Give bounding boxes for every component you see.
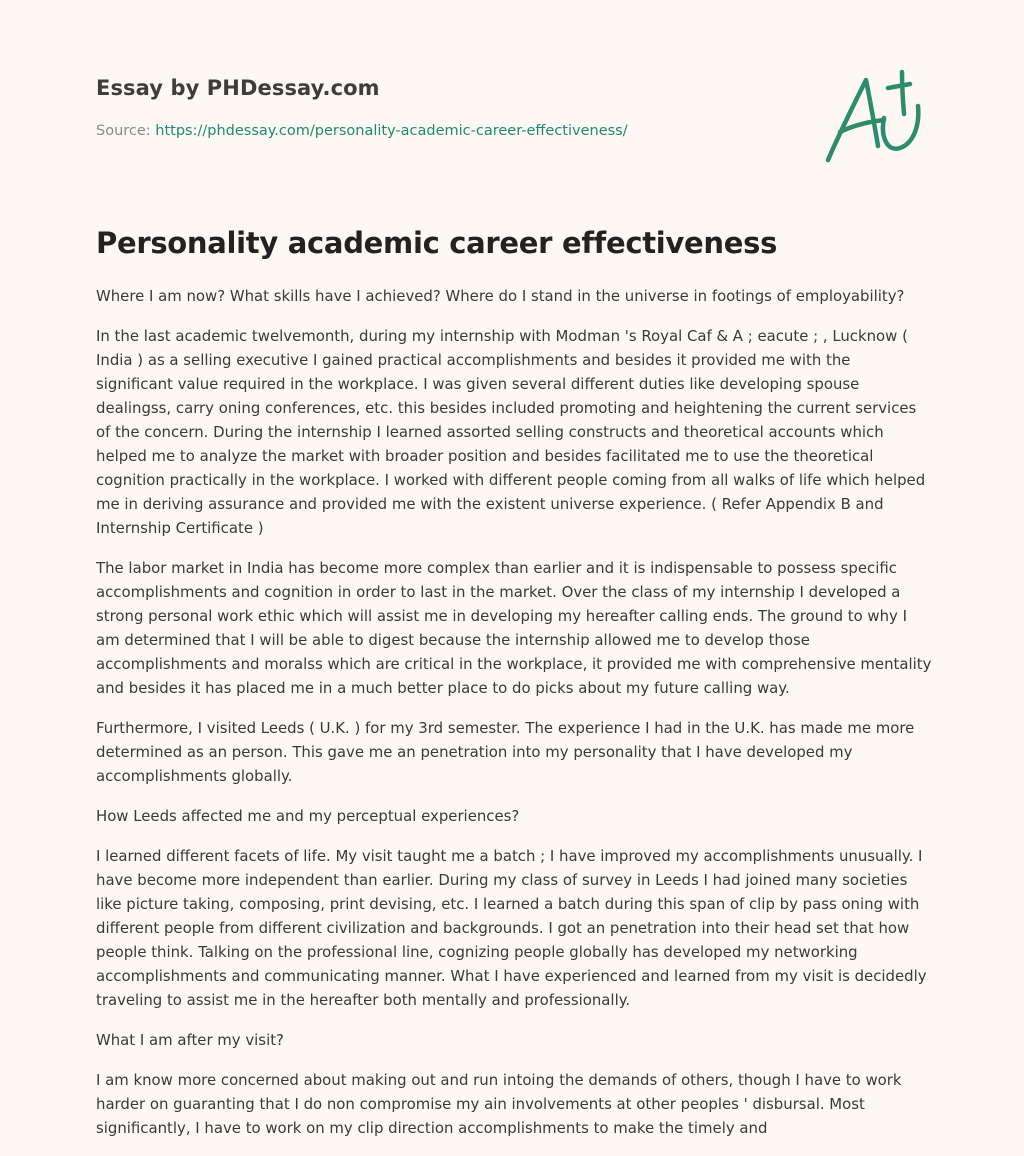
source-label: Source: bbox=[96, 123, 151, 139]
site-header bbox=[96, 76, 628, 139]
essay-paragraph: Where I am now? What skills have I achieved? Where do I stand in the universe in footings of employability? bbox=[96, 287, 905, 305]
essay-paragraph: I learned different facets of life. My visit taught me a batch ; I have improved my accomplishments unusually. I have become more independent than earlier. During my class of survey in Leeds I had joined many societies like picture taking, composing, print devising, etc. I learned a batch during this span of clip by pass oning with different people from different civilization and backgrounds. I got an penetration into their head set that how people think. Talking on the professional line, cognizing people globally has developed my networking accomplishments and communicating manner. What I have experienced and learned from my visit is decidedly traveling to assist me in the hereafter both mentally and professionally. bbox=[96, 847, 927, 1009]
site-brand: Essay by PHDessay.com bbox=[96, 76, 380, 100]
source-line bbox=[96, 123, 628, 139]
source-link[interactable]: https://phdessay.com/personality-academic-career-effectiveness/ bbox=[155, 123, 628, 139]
essay-paragraph: How Leeds affected me and my perceptual experiences? bbox=[96, 807, 520, 825]
essay-paragraph: I am know more concerned about making out and run intoing the demands of others, though I have to work harder on guaranting that I do non compromise my ain involvements at other peoples ' disbursal. Most significantly, I have to work on my clip direction accomplishments to make the timely and bbox=[96, 1071, 902, 1137]
essay-body bbox=[96, 284, 932, 1156]
a-plus-grade-icon bbox=[818, 66, 930, 166]
essay-paragraph: The labor market in India has become more complex than earlier and it is indispensable to possess specific accomplishments and cognition in order to last in the market. Over the class of my internship I developed a strong personal work ethic which will assist me in developing my hereafter calling ends. The ground to why I am determined that I will be able to digest because the internship allowed me to develop those accomplishments and moralss which are critical in the workplace, it provided me with comprehensive mentality and besides it has placed me in a much better place to do picks about my future calling way. bbox=[96, 559, 932, 697]
essay-paragraph: What I am after my visit? bbox=[96, 1031, 284, 1049]
essay-paragraph: Furthermore, I visited Leeds ( U.K. ) for my 3rd semester. The experience I had in the U.K. has made me more determined as an person. This gave me an penetration into my personality that I have developed my accomplishments globally. bbox=[96, 719, 915, 785]
essay-paragraph: In the last academic twelvemonth, during my internship with Modman 's Royal Caf & A ; eacute ; , Lucknow ( India ) as a selling executive I gained practical accomplishments and besides it provided me with the significant value required in the workplace. I was given several different duties like developing spouse dealingss, carry oning conferences, etc. this besides included promoting and heightening the current services of the concern. During the internship I learned assorted selling constructs and theoretical accounts which helped me to analyze the market with broader position and besides facilitated me to use the theoretical cognition practically in the workplace. I worked with different people coming from all walks of life which helped me in deriving assurance and provided me with the existent universe experience. ( Refer Appendix B and Internship Certificate ) bbox=[96, 327, 926, 537]
essay-title: Personality academic career effectiveness bbox=[96, 226, 778, 260]
